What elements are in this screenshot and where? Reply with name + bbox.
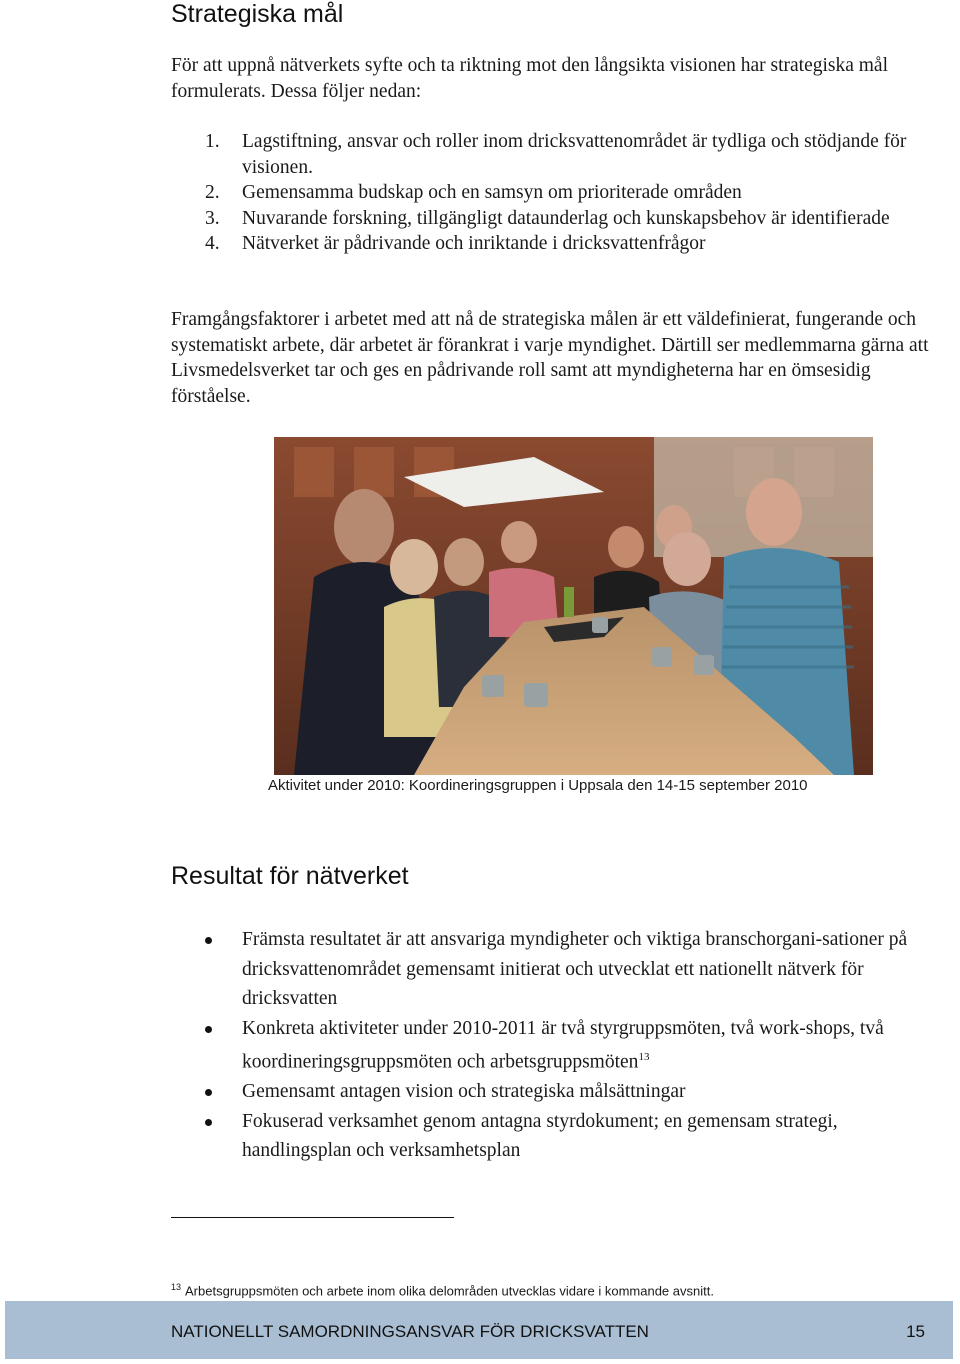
list-item-number: 3. [205,207,220,229]
bullet-text: Gemensamt antagen vision och strategiska målsättningar [242,1081,686,1102]
page-number: 15 [906,1322,925,1341]
bullet-item [171,1014,951,1078]
success-factors-paragraph: Framgångsfaktorer i arbetet med att nå de strategiska målen är ett väldefinierat, fungerande och systematiskt arbete, där arbetet är förankrat i varje myndighet. Därtill ser medlemmarna gärna att Livsmedelsverket tar och ges en pådrivande roll samt att myndigheterna har en ömsesidig förståelse. [171,309,929,407]
footnote-text: Arbetsgruppsmöten och arbete inom olika delområden utvecklas vidare i kommande avsnitt. [185,1283,714,1299]
bullet-icon [205,1026,212,1033]
bullet-icon [205,1089,212,1096]
list-item [171,180,931,206]
photo-caption: Aktivitet under 2010: Koordineringsgruppen i Uppsala den 14-15 september 2010 [268,777,808,794]
section-heading-strategic-goals: Strategiska mål [171,0,344,28]
footnote-divider [171,1217,454,1218]
results-bullet-list [171,925,951,1166]
bullet-item [171,1107,951,1166]
list-item-text: Lagstiftning, ansvar och roller inom dricksvattenområdet är tydliga och stödjande för visionen. [242,131,907,178]
group-photo [274,437,873,775]
footnote-reference[interactable]: 13 [638,1051,650,1063]
list-item [171,129,931,180]
bullet-text: Fokuserad verksamhet genom antagna styrdokument; en gemensam strategi, handlingsplan och verksamhetsplan [242,1110,838,1161]
list-item-number: 2. [205,182,220,203]
section-heading-results: Resultat för nätverket [171,862,409,890]
strategic-goals-list [171,129,931,257]
list-item-text: Nätverket är pådrivande och inriktande i dricksvattenfrågor [242,233,706,254]
bullet-item [171,1077,951,1107]
bullet-text: Främsta resultatet är att ansvariga myndigheter och viktiga branschorgani-sationer på dricksvattenområdet gemensamt initierat och utvecklat ett nationellt nätverk för dricksvatten [242,929,908,1009]
bullet-icon [205,937,212,944]
footer-title: NATIONELLT SAMORDNINGSANSVAR FÖR DRICKSVATTEN [171,1322,649,1341]
intro-paragraph: För att uppnå nätverkets syfte och ta riktning mot den långsikta visionen har strategiska mål formulerats. Dessa följer nedan: [171,55,888,102]
list-item-text: Gemensamma budskap och en samsyn om prioriterade områden [242,182,742,203]
bullet-item [171,925,951,1014]
page-footer [5,1301,953,1359]
list-item-number: 4. [205,233,220,254]
footnote-number: 13 [171,1282,182,1292]
footnote [171,1282,714,1298]
bullet-text: Konkreta aktiviteter under 2010-2011 är två styrgruppsmöten, två work-shops, två koordineringsgruppsmöten och arbetsgruppsmöten [242,1017,884,1073]
list-item [171,231,931,257]
list-item-number: 1. [205,131,220,152]
list-item [171,206,931,232]
bullet-icon [205,1119,212,1126]
list-item-text: Nuvarande forskning, tillgängligt dataunderlag och kunskapsbehov är identifierade [242,207,890,229]
